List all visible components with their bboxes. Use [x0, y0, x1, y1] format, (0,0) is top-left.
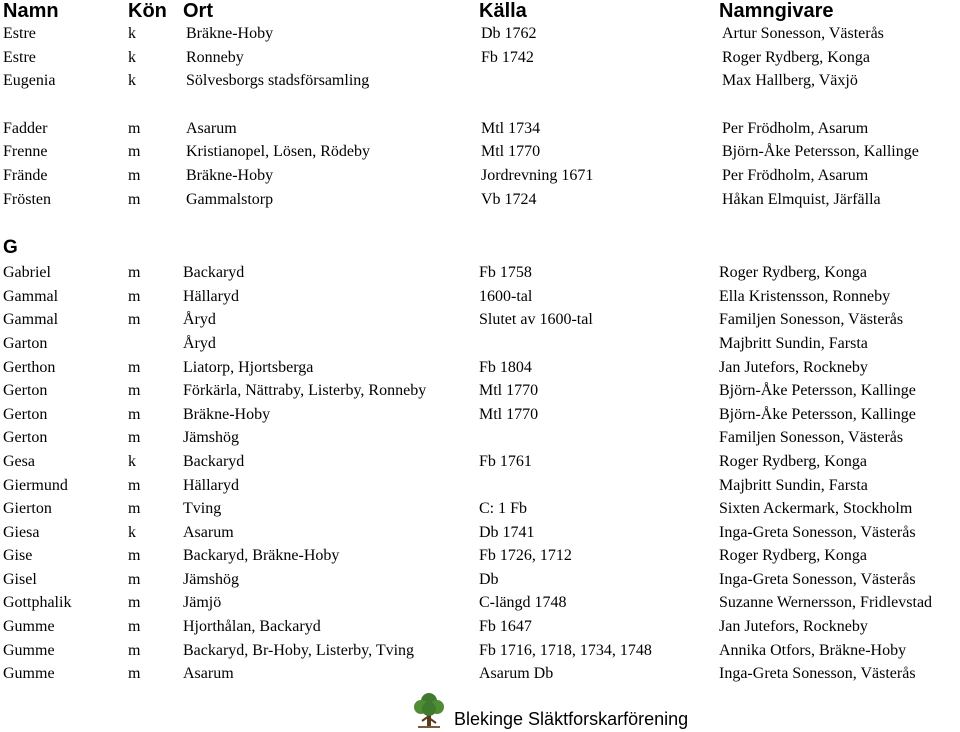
- table-header: [0, 0, 960, 22]
- cell-ort: Sölvesborgs stadsförsamling: [186, 72, 370, 90]
- cell-namn: Frösten: [3, 190, 51, 208]
- cell-namngivare: Roger Rydberg, Konga: [719, 264, 867, 282]
- cell-namngivare: Per Frödholm, Asarum: [722, 119, 869, 137]
- cell-namngivare: Annika Otfors, Bräkne-Hoby: [719, 641, 907, 659]
- cell-kon: k: [128, 523, 136, 541]
- cell-namngivare: Roger Rydberg, Konga: [719, 452, 867, 470]
- table-row: [0, 497, 960, 521]
- cell-ort: Ronneby: [186, 48, 244, 66]
- cell-kon: m: [128, 287, 141, 305]
- cell-namn: Gerton: [3, 405, 48, 423]
- cell-kalla: Fb 1647: [479, 618, 532, 636]
- cell-namngivare: Majbritt Sundin, Farsta: [719, 334, 868, 352]
- cell-ort: Liatorp, Hjortsberga: [183, 358, 314, 376]
- table-row: [0, 379, 960, 403]
- cell-ort: Åryd: [183, 334, 216, 352]
- header-namn: Namn: [3, 0, 59, 22]
- table-row: [0, 22, 960, 46]
- table-row: [0, 285, 960, 309]
- cell-namn: Garton: [3, 334, 48, 352]
- cell-kon: m: [128, 358, 141, 376]
- cell-namn: Gerthon: [3, 358, 56, 376]
- cell-kon: m: [128, 143, 141, 161]
- cell-ort: Backaryd, Br-Hoby, Listerby, Tving: [183, 641, 415, 659]
- cell-kalla: Mtl 1770: [479, 405, 539, 423]
- name-table: [0, 22, 960, 686]
- cell-namn: Gisel: [3, 570, 37, 588]
- cell-ort: Jämshög: [183, 570, 239, 588]
- cell-kalla: Fb 1761: [479, 452, 532, 470]
- cell-kon: m: [128, 119, 141, 137]
- cell-kalla: Mtl 1770: [481, 143, 541, 161]
- cell-kon: m: [128, 500, 141, 518]
- cell-namngivare: Ella Kristensson, Ronneby: [719, 287, 891, 305]
- cell-kon: m: [128, 594, 141, 612]
- cell-namn: Estre: [3, 48, 36, 66]
- cell-namn: Gumme: [3, 641, 55, 659]
- cell-namn: Frenne: [3, 143, 48, 161]
- cell-ort: Asarum: [186, 119, 237, 137]
- table-row: [0, 544, 960, 568]
- section-e: [0, 22, 960, 93]
- cell-kon: m: [128, 311, 141, 329]
- header-ort: Ort: [183, 0, 213, 22]
- table-row: [0, 261, 960, 285]
- cell-namn: Frände: [3, 166, 48, 184]
- cell-kon: m: [128, 665, 141, 683]
- cell-namn: Gesa: [3, 452, 35, 470]
- table-row: [0, 521, 960, 545]
- cell-ort: Backaryd: [183, 264, 245, 282]
- table-row: [0, 615, 960, 639]
- cell-ort: Åryd: [183, 311, 216, 329]
- cell-namngivare: Sixten Ackermark, Stockholm: [719, 500, 913, 518]
- cell-kalla: Db: [479, 570, 499, 588]
- cell-ort: Jämshög: [183, 429, 239, 447]
- cell-namngivare: Björn-Åke Petersson, Kallinge: [719, 405, 916, 423]
- cell-namn: Giesa: [3, 523, 40, 541]
- cell-namn: Fadder: [3, 119, 48, 137]
- cell-namn: Gabriel: [3, 264, 51, 282]
- header-kon: Kön: [128, 0, 167, 22]
- cell-namngivare: Inga-Greta Sonesson, Västerås: [719, 523, 916, 541]
- table-row: [0, 474, 960, 498]
- cell-ort: Gammalstorp: [186, 190, 274, 208]
- cell-kon: m: [128, 166, 141, 184]
- cell-ort: Hjorthålan, Backaryd: [183, 618, 321, 636]
- cell-namn: Gammal: [3, 287, 59, 305]
- section-f: [0, 117, 960, 211]
- cell-namngivare: Familjen Sonesson, Västerås: [719, 429, 904, 447]
- table-row: [0, 69, 960, 93]
- cell-namngivare: Max Hallberg, Växjö: [722, 72, 858, 90]
- cell-namn: Gise: [3, 547, 33, 565]
- cell-namngivare: Majbritt Sundin, Farsta: [719, 476, 868, 494]
- cell-kalla: Fb 1716, 1718, 1734, 1748: [479, 641, 652, 659]
- cell-kalla: Mtl 1770: [479, 382, 539, 400]
- cell-namngivare: Jan Jutefors, Rockneby: [719, 358, 868, 376]
- cell-namn: Eugenia: [3, 72, 56, 90]
- section-g: [0, 261, 960, 686]
- cell-ort: Bräkne-Hoby: [186, 166, 274, 184]
- tree-logo-icon: [410, 690, 448, 730]
- cell-kon: k: [128, 25, 136, 42]
- cell-namn: Gierton: [3, 500, 52, 518]
- cell-namn: Giermund: [3, 476, 68, 494]
- cell-kalla: Fb 1804: [479, 358, 532, 376]
- cell-ort: Backaryd: [183, 452, 245, 470]
- cell-kalla: Slutet av 1600-tal: [479, 311, 593, 329]
- cell-kon: k: [128, 72, 136, 90]
- section-spacer: [0, 93, 960, 117]
- cell-ort: Backaryd, Bräkne-Hoby: [183, 547, 340, 565]
- cell-ort: Kristianopel, Lösen, Rödeby: [186, 143, 370, 161]
- table-row: [0, 662, 960, 686]
- table-row: [0, 308, 960, 332]
- cell-kon: m: [128, 570, 141, 588]
- cell-kalla: Db 1741: [479, 523, 535, 541]
- cell-namn: Estre: [3, 25, 36, 42]
- cell-namngivare: Roger Rydberg, Konga: [722, 48, 870, 66]
- cell-kon: m: [128, 190, 141, 208]
- cell-namngivare: Björn-Åke Petersson, Kallinge: [722, 143, 919, 161]
- cell-kon: m: [128, 618, 141, 636]
- cell-kon: m: [128, 429, 141, 447]
- cell-kalla: C: 1 Fb: [479, 500, 528, 518]
- table-row: [0, 591, 960, 615]
- table-row: [0, 639, 960, 663]
- cell-kon: m: [128, 641, 141, 659]
- cell-ort: Asarum: [183, 523, 234, 541]
- cell-kon: m: [128, 264, 141, 282]
- cell-kalla: Asarum Db: [479, 665, 554, 683]
- cell-namn: Gerton: [3, 429, 48, 447]
- cell-kalla: Vb 1724: [481, 190, 537, 208]
- cell-kalla: Fb 1742: [481, 48, 534, 66]
- section-spacer: [0, 211, 960, 235]
- footer: [410, 690, 740, 730]
- cell-ort: Jämjö: [183, 594, 222, 612]
- cell-kon: m: [128, 405, 141, 423]
- cell-namngivare: Familjen Sonesson, Västerås: [719, 311, 904, 329]
- cell-kalla: Mtl 1734: [481, 119, 541, 137]
- table-row: [0, 450, 960, 474]
- cell-kalla: Fb 1758: [479, 264, 532, 282]
- cell-ort: Hällaryd: [183, 287, 239, 305]
- cell-namn: Gottphalik: [3, 594, 72, 612]
- cell-kalla: 1600-tal: [479, 287, 533, 305]
- header-kalla: Källa: [479, 0, 527, 22]
- cell-namngivare: Suzanne Wernersson, Fridlevstad: [719, 594, 933, 612]
- cell-namn: Gerton: [3, 382, 48, 400]
- cell-ort: Asarum: [183, 665, 234, 683]
- cell-namngivare: Artur Sonesson, Västerås: [722, 25, 884, 42]
- cell-kon: m: [128, 476, 141, 494]
- table-row: [0, 140, 960, 164]
- cell-kon: m: [128, 547, 141, 565]
- organization-name: Blekinge Släktforskarförening: [454, 709, 689, 729]
- cell-ort: Hällaryd: [183, 476, 239, 494]
- cell-ort: Tving: [183, 500, 222, 518]
- table-row: [0, 568, 960, 592]
- table-row: [0, 117, 960, 141]
- cell-namngivare: Björn-Åke Petersson, Kallinge: [719, 382, 916, 400]
- cell-kon: k: [128, 48, 136, 66]
- table-row: [0, 332, 960, 356]
- cell-namn: Gumme: [3, 665, 55, 683]
- cell-namn: Gumme: [3, 618, 55, 636]
- cell-kon: m: [128, 382, 141, 400]
- cell-ort: Förkärla, Nättraby, Listerby, Ronneby: [183, 382, 427, 400]
- table-row: [0, 164, 960, 188]
- cell-namn: Gammal: [3, 311, 59, 329]
- cell-namngivare: Inga-Greta Sonesson, Västerås: [719, 570, 916, 588]
- cell-ort: Bräkne-Hoby: [183, 405, 271, 423]
- cell-namngivare: Per Frödholm, Asarum: [722, 166, 869, 184]
- cell-namngivare: Roger Rydberg, Konga: [719, 547, 867, 565]
- cell-ort: Bräkne-Hoby: [186, 25, 274, 42]
- cell-kalla: Db 1762: [481, 25, 537, 42]
- cell-kalla: Jordrevning 1671: [481, 166, 594, 184]
- cell-kon: k: [128, 452, 136, 470]
- cell-kalla: Fb 1726, 1712: [479, 547, 572, 565]
- section-letter-g: G: [3, 237, 18, 259]
- table-row: [0, 403, 960, 427]
- table-row: [0, 46, 960, 70]
- table-row: [0, 426, 960, 450]
- header-namngivare: Namngivare: [719, 0, 834, 22]
- cell-namngivare: Inga-Greta Sonesson, Västerås: [719, 665, 916, 683]
- cell-kalla: C-längd 1748: [479, 594, 567, 612]
- table-row: [0, 356, 960, 380]
- table-row: [0, 188, 960, 212]
- cell-namngivare: Jan Jutefors, Rockneby: [719, 618, 868, 636]
- cell-namngivare: Håkan Elmquist, Järfälla: [722, 190, 881, 208]
